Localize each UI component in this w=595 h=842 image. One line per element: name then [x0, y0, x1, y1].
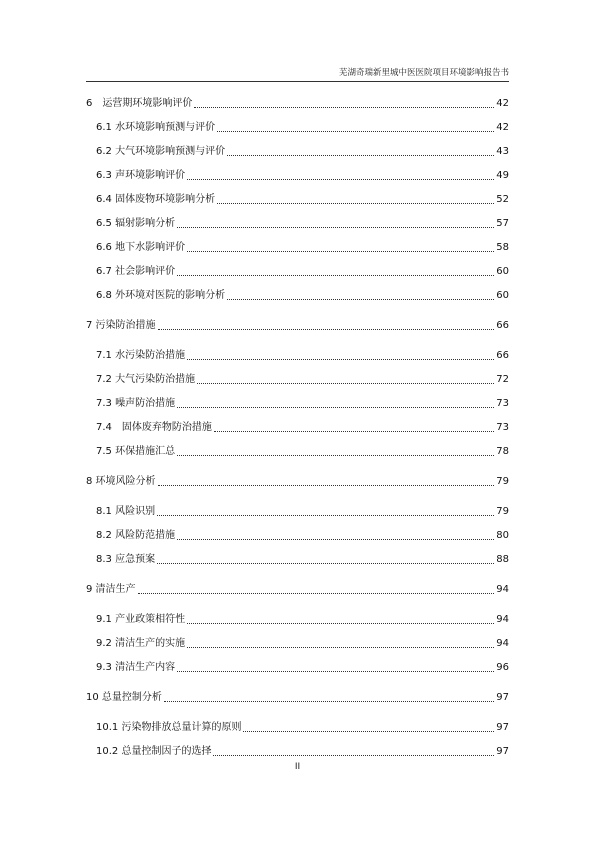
toc-entry-page: 97 [496, 692, 509, 703]
dot-leader [138, 593, 495, 594]
toc-entry-page: 58 [496, 242, 509, 253]
toc-entry-title: 9.2 清洁生产的实施 [96, 638, 186, 649]
toc-subentry[interactable] [86, 346, 509, 362]
toc-entry-title: 7 污染防治措施 [86, 320, 156, 331]
dot-leader [227, 299, 494, 300]
dot-leader [187, 623, 494, 624]
toc-entry-title: 7.2 大气污染防治措施 [96, 374, 196, 385]
toc-entry-title: 6.5 辐射影响分析 [96, 218, 176, 229]
dot-leader [164, 701, 494, 702]
toc-subentry[interactable] [86, 502, 509, 518]
toc-subentry[interactable] [86, 610, 509, 626]
toc-entry-page: 94 [496, 614, 509, 625]
toc-subentry[interactable] [86, 190, 509, 206]
toc-entry-page: 73 [496, 422, 509, 433]
dot-leader [187, 359, 494, 360]
toc-entry-title: 6 运营期环境影响评价 [86, 98, 193, 109]
toc-entry-page: 42 [496, 98, 509, 109]
dot-leader [187, 647, 494, 648]
toc-entry-page: 42 [496, 122, 509, 133]
toc-entry-page: 79 [496, 506, 509, 517]
toc-subentry[interactable] [86, 286, 509, 302]
dot-leader [177, 539, 494, 540]
dot-leader [158, 485, 495, 486]
toc-subentry[interactable] [86, 442, 509, 458]
toc-entry-title: 8.3 应急预案 [96, 554, 156, 565]
toc-entry-title: 7.3 噪声防治措施 [96, 398, 176, 409]
dot-leader [177, 275, 494, 276]
dot-leader [194, 107, 494, 108]
toc-entry-title: 9.3 清洁生产内容 [96, 662, 176, 673]
toc-entry-title: 6.4 固体废物环境影响分析 [96, 194, 216, 205]
toc-subentry[interactable] [86, 238, 509, 254]
toc-entry-title: 10.1 污染物排放总量计算的原则 [96, 722, 242, 733]
toc-entry-page: 66 [496, 350, 509, 361]
toc-entry-page: 97 [496, 746, 509, 757]
dot-leader [177, 227, 494, 228]
toc-entry-page: 43 [496, 146, 509, 157]
toc-subentry[interactable] [86, 214, 509, 230]
toc-entry-title: 6.2 大气环境影响预测与评价 [96, 146, 226, 157]
toc-subentry[interactable] [86, 718, 509, 734]
toc-entry-title: 6.7 社会影响评价 [96, 266, 176, 277]
toc-subentry[interactable] [86, 118, 509, 134]
running-header: 芜湖奇瑞新里城中医医院项目环境影响报告书 [86, 66, 509, 82]
toc-entry-title: 6.6 地下水影响评价 [96, 242, 186, 253]
toc-entry-page: 52 [496, 194, 509, 205]
dot-leader [214, 431, 494, 432]
toc-entry-page: 60 [496, 290, 509, 301]
toc-entry-page: 78 [496, 446, 509, 457]
toc-subentry[interactable] [86, 634, 509, 650]
page-number: II [294, 762, 301, 772]
toc-entry-title: 6.1 水环境影响预测与评价 [96, 122, 216, 133]
toc-entry-title: 10.2 总量控制因子的选择 [96, 746, 212, 757]
dot-leader [217, 203, 494, 204]
toc-entry-page: 94 [496, 638, 509, 649]
toc-entry-page: 60 [496, 266, 509, 277]
dot-leader [157, 563, 494, 564]
toc-entry[interactable] [86, 94, 509, 110]
dot-leader [217, 131, 494, 132]
toc-entry-title: 8 环境风险分析 [86, 476, 156, 487]
toc-entry-page: 80 [496, 530, 509, 541]
toc-entry-title: 7.5 环保措施汇总 [96, 446, 176, 457]
toc-entry-page: 72 [496, 374, 509, 385]
dot-leader [187, 179, 494, 180]
toc-entry-title: 7.4 固体废弃物防治措施 [96, 422, 212, 433]
toc-entry-page: 66 [496, 320, 509, 331]
toc-subentry[interactable] [86, 658, 509, 674]
toc-subentry[interactable] [86, 370, 509, 386]
toc-entry-title: 8.2 风险防范措施 [96, 530, 176, 541]
toc-entry-page: 97 [496, 722, 509, 733]
dot-leader [243, 731, 494, 732]
dot-leader [177, 455, 494, 456]
toc-entry-title: 9.1 产业政策相符性 [96, 614, 186, 625]
toc-entry[interactable] [86, 580, 509, 596]
toc-subentry[interactable] [86, 166, 509, 182]
toc-entry-title: 6.3 声环境影响评价 [96, 170, 186, 181]
toc-entry[interactable] [86, 316, 509, 332]
toc-subentry[interactable] [86, 262, 509, 278]
dot-leader [157, 515, 494, 516]
toc-entry-page: 96 [496, 662, 509, 673]
dot-leader [197, 383, 494, 384]
toc-entry-title: 10 总量控制分析 [86, 692, 162, 703]
dot-leader [187, 251, 494, 252]
toc-subentry[interactable] [86, 394, 509, 410]
toc-subentry[interactable] [86, 742, 509, 758]
toc-subentry[interactable] [86, 418, 509, 434]
dot-leader [158, 329, 495, 330]
toc-subentry[interactable] [86, 142, 509, 158]
toc-entry[interactable] [86, 688, 509, 704]
toc-entry-page: 73 [496, 398, 509, 409]
toc-entry-title: 6.8 外环境对医院的影响分析 [96, 290, 226, 301]
toc-entry-page: 79 [496, 476, 509, 487]
toc-entry-page: 94 [496, 584, 509, 595]
toc-entry-title: 7.1 水污染防治措施 [96, 350, 186, 361]
dot-leader [227, 155, 494, 156]
dot-leader [177, 407, 494, 408]
toc-entry[interactable] [86, 472, 509, 488]
toc-subentry[interactable] [86, 526, 509, 542]
toc-subentry[interactable] [86, 550, 509, 566]
toc-entry-title: 9 清洁生产 [86, 584, 136, 595]
dot-leader [213, 755, 494, 756]
toc-entry-page: 88 [496, 554, 509, 565]
toc-entry-page: 57 [496, 218, 509, 229]
dot-leader [177, 671, 494, 672]
toc-entry-title: 8.1 风险识别 [96, 506, 156, 517]
toc-entry-page: 49 [496, 170, 509, 181]
